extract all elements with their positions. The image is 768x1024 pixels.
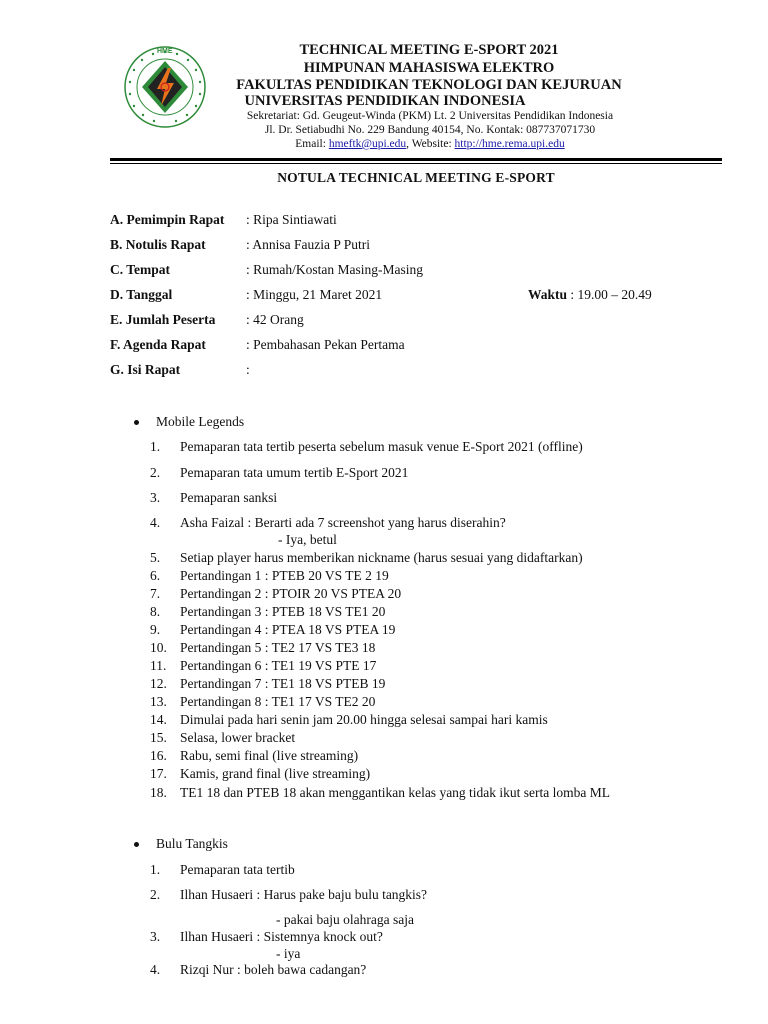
- item-text: Pertandingan 3 : PTEB 18 VS TE1 20: [180, 604, 386, 619]
- header-address-2: Jl. Dr. Setiabudhi No. 229 Bandung 40154, No. Kontak: 087737071730: [264, 124, 596, 136]
- item-number: 12.: [150, 676, 167, 691]
- item-text: Kamis, grand final (live streaming): [180, 766, 371, 781]
- item-number: 14.: [150, 712, 167, 727]
- section-title: Bulu Tangkis: [156, 836, 228, 851]
- meta-time: [528, 287, 652, 303]
- item-text: Ilhan Husaeri : Sistemnya knock out?: [180, 929, 383, 944]
- item-number: 15.: [150, 730, 167, 745]
- header-line-2: HIMPUNAN MAHASISWA ELEKTRO: [303, 60, 555, 76]
- item-number: 3.: [150, 490, 161, 505]
- item-text: Pertandingan 8 : TE1 17 VS TE2 20: [180, 694, 376, 709]
- item-number: 2.: [150, 887, 161, 902]
- meta-key: D. Tanggal: [110, 287, 173, 302]
- website-link[interactable]: http://hme.rema.upi.edu: [454, 138, 565, 150]
- item-text: Pertandingan 2 : PTOIR 20 VS PTEA 20: [180, 586, 402, 601]
- item-text: Pertandingan 4 : PTEA 18 VS PTEA 19: [180, 622, 396, 637]
- item-number: 8.: [150, 604, 161, 619]
- email-link[interactable]: hmeftk@upi.edu: [328, 138, 407, 150]
- item-reply: - Iya, betul: [278, 532, 337, 547]
- meta-key: F. Agenda Rapat: [110, 337, 206, 352]
- item-reply: - iya: [276, 946, 301, 961]
- header-rule-thick: [110, 158, 722, 161]
- meta-value: : Rumah/Kostan Masing-Masing: [246, 262, 423, 277]
- meta-key: G. Isi Rapat: [110, 362, 181, 377]
- item-text: Rabu, semi final (live streaming): [180, 748, 359, 763]
- bullet-icon: [134, 842, 139, 847]
- header-line-3: FAKULTAS PENDIDIKAN TEKNOLOGI DAN KEJURUAN: [236, 77, 622, 93]
- item-number: 16.: [150, 748, 167, 763]
- meta-value: : 42 Orang: [246, 312, 304, 327]
- item-number: 3.: [150, 929, 161, 944]
- item-number: 7.: [150, 586, 161, 601]
- item-text: Selasa, lower bracket: [180, 730, 296, 745]
- item-number: 17.: [150, 766, 167, 781]
- section-title: Mobile Legends: [156, 414, 245, 429]
- item-number: 18.: [150, 785, 167, 800]
- header-rule-thin: [110, 163, 722, 164]
- item-reply: - pakai baju olahraga saja: [276, 912, 414, 927]
- email-label: Email:: [295, 138, 329, 150]
- item-text: Pertandingan 1 : PTEB 20 VS TE 2 19: [180, 568, 389, 583]
- item-text: Setiap player harus memberikan nickname (harus sesuai yang didaftarkan): [180, 550, 583, 565]
- hme-logo: [124, 46, 206, 128]
- meta-value: : Ripa Sintiawati: [246, 212, 337, 227]
- item-number: 9.: [150, 622, 161, 637]
- item-number: 13.: [150, 694, 167, 709]
- item-text: Pemaparan tata tertib peserta sebelum masuk venue E-Sport 2021 (offline): [180, 439, 583, 454]
- item-text: Dimulai pada hari senin jam 20.00 hingga selesai sampai hari kamis: [180, 712, 548, 727]
- meta-key: B. Notulis Rapat: [110, 237, 206, 252]
- meta-key: E. Jumlah Peserta: [110, 312, 216, 327]
- meta-time-key: Waktu: [528, 287, 568, 302]
- meta-key: C. Tempat: [110, 262, 171, 277]
- document-title: NOTULA TECHNICAL MEETING E-SPORT: [277, 170, 555, 185]
- header-address-1: Sekretariat: Gd. Geugeut-Winda (PKM) Lt. 2 Universitas Pendidikan Indonesia: [246, 110, 614, 122]
- meta-value: : Minggu, 21 Maret 2021: [246, 287, 383, 302]
- meta-value: : Pembahasan Pekan Pertama: [246, 337, 405, 352]
- item-number: 1.: [150, 439, 161, 454]
- website-label: , Website:: [406, 138, 455, 150]
- meta-value: :: [246, 362, 250, 377]
- item-text: Pemaparan sanksi: [180, 490, 278, 505]
- meta-key: A. Pemimpin Rapat: [110, 212, 225, 227]
- item-number: 10.: [150, 640, 167, 655]
- item-text: Pemaparan tata umum tertib E-Sport 2021: [180, 465, 409, 480]
- item-number: 1.: [150, 862, 161, 877]
- logo-text: HME: [157, 48, 173, 55]
- meta-time-value: : 19.00 – 20.49: [567, 287, 652, 302]
- item-text: Ilhan Husaeri : Harus pake baju bulu tangkis?: [180, 887, 428, 902]
- item-text: Pertandingan 7 : TE1 18 VS PTEB 19: [180, 676, 386, 691]
- item-text: Rizqi Nur : boleh bawa cadangan?: [180, 962, 367, 977]
- item-text: TE1 18 dan PTEB 18 akan menggantikan kelas yang tidak ikut serta lomba ML: [180, 785, 611, 800]
- bullet-icon: [134, 420, 139, 425]
- item-number: 4.: [150, 515, 161, 530]
- header-line-4: UNIVERSITAS PENDIDIKAN INDONESIA: [244, 93, 526, 109]
- header-line-1: TECHNICAL MEETING E-SPORT 2021: [299, 42, 559, 58]
- item-text: Pemaparan tata tertib: [180, 862, 295, 877]
- item-number: 5.: [150, 550, 161, 565]
- item-number: 4.: [150, 962, 161, 977]
- item-text: Asha Faizal : Berarti ada 7 screenshot yang harus diserahin?: [180, 515, 506, 530]
- item-number: 6.: [150, 568, 161, 583]
- header-contact: [210, 138, 650, 150]
- item-text: Pertandingan 5 : TE2 17 VS TE3 18: [180, 640, 376, 655]
- item-text: Pertandingan 6 : TE1 19 VS PTE 17: [180, 658, 377, 673]
- item-number: 2.: [150, 465, 161, 480]
- meta-value: : Annisa Fauzia P Putri: [246, 237, 370, 252]
- item-number: 11.: [150, 658, 167, 673]
